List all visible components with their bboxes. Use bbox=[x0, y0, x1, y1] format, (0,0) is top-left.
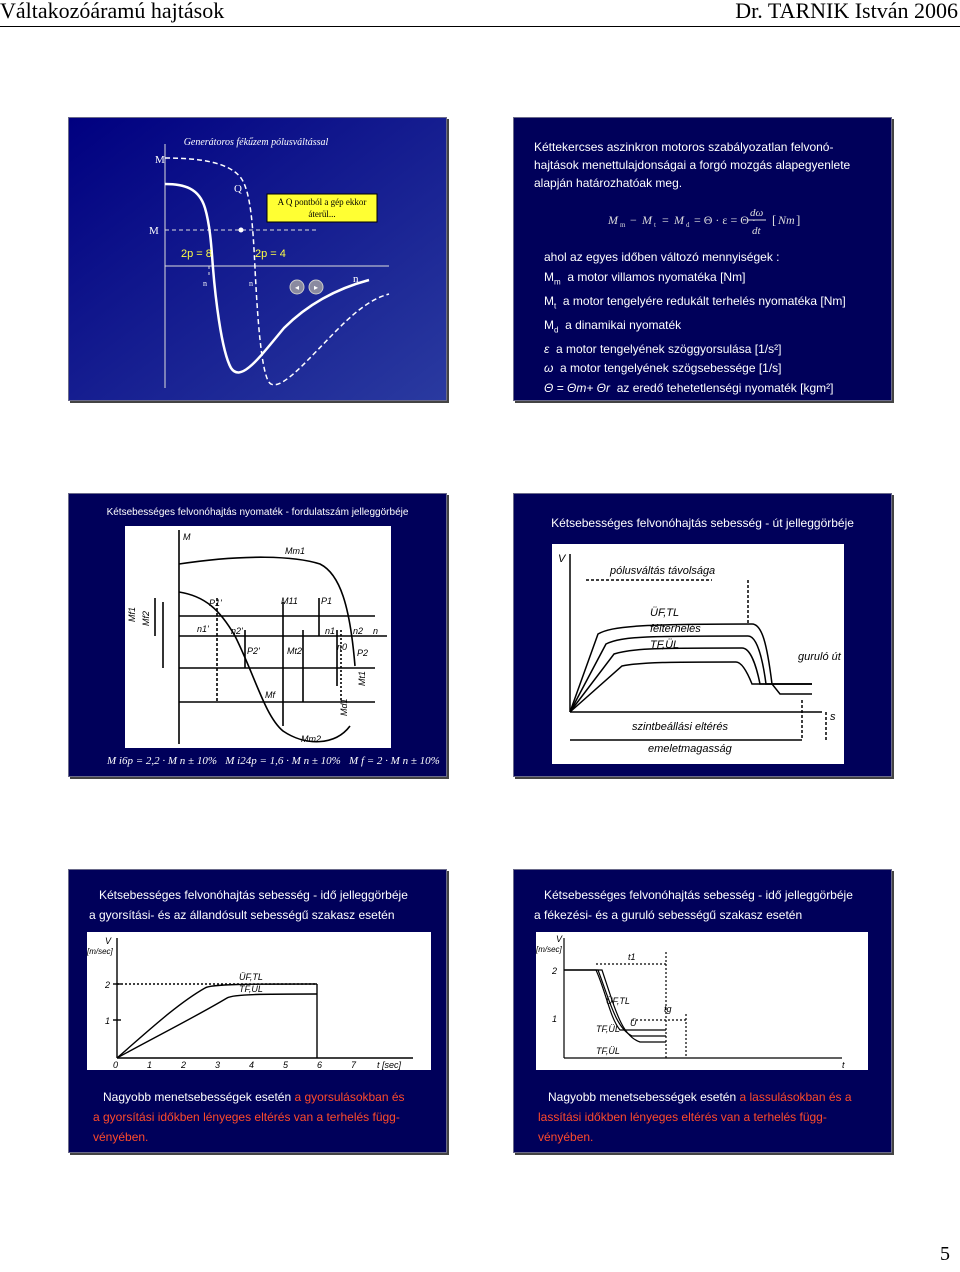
chart3-label-Mf2: Mf2 bbox=[141, 610, 151, 626]
chart6-axis-unit: [m/sec] bbox=[536, 945, 562, 954]
chart3-label-M: M bbox=[183, 532, 191, 542]
slide4-title: Kétsebességes felvonóhajtás sebesség - út jelleggörbéje bbox=[551, 516, 854, 530]
label-n02: n bbox=[203, 279, 207, 288]
chart3-label-n: n bbox=[373, 626, 379, 636]
formula-f: M f = 2 · M n ± 10% bbox=[349, 755, 440, 767]
header-title: Váltakozóáramú hajtások bbox=[0, 0, 225, 23]
slide-torque-speed bbox=[68, 493, 447, 777]
slide6-title-1: Kétsebességes felvonóhajtás sebesség - idő jelleggörbéje bbox=[544, 888, 853, 902]
chart5-ytick-1: 1 bbox=[105, 1016, 111, 1026]
page-header bbox=[0, 0, 960, 26]
page-number: 5 bbox=[940, 1243, 950, 1265]
slide3-formulas bbox=[107, 752, 440, 770]
chart3-label-n2: n2 bbox=[353, 626, 364, 636]
torque-speed-svg bbox=[125, 526, 391, 748]
slide6-footer-2: lassítási időkben lényeges eltérés van a terhelés függ- bbox=[538, 1110, 827, 1124]
speed-time-brake-chart bbox=[536, 932, 868, 1070]
formula-6p: M i6p = 2,2 · M n ± 10% bbox=[107, 755, 218, 767]
chart3-label-n1: n1 bbox=[325, 626, 336, 636]
chart6-x-label: t bbox=[842, 1060, 845, 1070]
where-text: ahol az egyes időben változó mennyiségek : bbox=[544, 250, 780, 264]
def-theta: Θ = Θm+ Θr az eredő tehetetlenségi nyomaték [kgm²] bbox=[544, 380, 834, 395]
chart5-axis-unit: [m/sec] bbox=[87, 947, 113, 956]
chart3-label-n0: n0 bbox=[337, 642, 348, 652]
intro-line-1: Kéttekercses aszinkron motoros szabályozatlan felvonó- bbox=[534, 140, 834, 154]
speed-time-accel-chart bbox=[87, 932, 431, 1070]
chart3-label-Mt2: Mt2 bbox=[287, 646, 303, 656]
formula-24p: M i24p = 1,6 · M n ± 10% bbox=[225, 755, 341, 767]
chart6-curve4-label: TF,ÜL bbox=[596, 1046, 620, 1056]
chart4-label-uf: ÜF,TL bbox=[650, 607, 680, 619]
slide6-footer-3: vényében. bbox=[538, 1130, 594, 1144]
chart4-label-gurulo: guruló út bbox=[798, 651, 841, 663]
svg-text:t: t bbox=[654, 221, 656, 229]
slide-speed-time-accel bbox=[68, 869, 447, 1153]
chart6-curve3-label: TF,ÜL bbox=[596, 1024, 620, 1034]
chart6-curve1-label: ÜF,TL bbox=[606, 996, 630, 1006]
svg-text:]: ] bbox=[796, 212, 801, 227]
label-2p4: 2p = 4 bbox=[255, 248, 286, 260]
callout-line-2: áterül... bbox=[308, 209, 336, 219]
svg-text:M: M bbox=[642, 213, 652, 227]
chart6-curve2-label: Ü bbox=[630, 1018, 637, 1028]
svg-text:M: M bbox=[674, 213, 684, 227]
svg-text:dt: dt bbox=[752, 225, 761, 237]
chart3-label-Mm2: Mm2 bbox=[301, 734, 321, 744]
slide3-title: Kétsebességes felvonóhajtás nyomaték - fordulatszám jelleggörbéje bbox=[106, 507, 409, 518]
chart4-label-szint: szintbeállási eltérés bbox=[632, 721, 728, 733]
slide1-title: Generátoros fékűzem pólusváltással bbox=[183, 137, 329, 148]
svg-text:d: d bbox=[686, 221, 690, 229]
chart5-ytick-2: 2 bbox=[105, 980, 111, 990]
chart5-xtick-7: 7 bbox=[351, 1060, 357, 1070]
chart3-label-P1p: P1' bbox=[209, 598, 222, 608]
chart6-axis-v: V bbox=[556, 934, 563, 944]
chart3-label-n2p: n2' bbox=[231, 626, 243, 636]
slide6-title-2: a fékezési- és a guruló sebességű szakasz esetén bbox=[534, 908, 803, 922]
callout-line-1: A Q pontból a gép ekkor bbox=[277, 197, 367, 207]
chart6-label-tg: tg bbox=[664, 1004, 672, 1014]
chart4-label-emelet: emeletmagasság bbox=[648, 743, 732, 755]
svg-text:−: − bbox=[630, 213, 637, 227]
chart5-curve2-label: TF,ÜL bbox=[239, 984, 263, 994]
definitions-list bbox=[544, 268, 846, 398]
next-arrow-icon: ▸ bbox=[313, 283, 319, 292]
slide5-footer-2: a gyorsítási időkben lényeges eltérés van a terhelés függ- bbox=[93, 1110, 400, 1124]
slide5-footer-3: vényében. bbox=[93, 1130, 149, 1144]
chart4-label-V: V bbox=[558, 553, 566, 565]
chart5-xtick-0: 0 bbox=[113, 1060, 119, 1070]
svg-text:=: = bbox=[662, 213, 669, 227]
chart4-label-felter: félterhelés bbox=[650, 623, 701, 635]
slide5-title-2: a gyorsítási- és az állandósult sebességű szakasz esetén bbox=[89, 908, 395, 922]
speed-time-accel-svg bbox=[87, 932, 431, 1070]
chart5-xtick-5: 5 bbox=[283, 1060, 289, 1070]
intro-line-2: hajtások menettulajdonságai a forgó mozgás alapegyenlete bbox=[534, 158, 851, 172]
def-epsilon: ε a motor tengelyének szöggyorsulása [1/s²] bbox=[544, 341, 782, 356]
chart3-label-Mf: Mf bbox=[265, 690, 275, 700]
slide-generator-braking bbox=[68, 117, 447, 401]
label-M: M bbox=[155, 154, 165, 166]
label-2p8: 2p = 8 bbox=[181, 248, 212, 260]
slide-speed-time-braking bbox=[513, 869, 892, 1153]
chart3-label-Mm1: Mm1 bbox=[285, 546, 305, 556]
svg-text:= Θ · ε = Θ ·: = Θ · ε = Θ · bbox=[694, 213, 756, 227]
chart5-xtick-6: 6 bbox=[317, 1060, 323, 1070]
slide-speed-path bbox=[513, 493, 892, 777]
chart5-axis-v: V bbox=[105, 936, 112, 946]
braking-diagram bbox=[69, 118, 446, 400]
def-mm: $M_m$ a motor villamos nyomatéka [Nm] bbox=[544, 270, 746, 287]
chart5-curve1-label: ÜF,TL bbox=[239, 972, 263, 982]
chart3-label-P2: P2 bbox=[357, 648, 369, 658]
equation-text: M_m − M_t = M_d = Θ · ε = Θ · dω/dt [Nm] bbox=[514, 202, 534, 203]
chart4-label-s: s bbox=[830, 711, 836, 723]
def-md: $M_d$ a dinamikai nyomaték bbox=[544, 317, 682, 335]
slide5-title-1: Kétsebességes felvonóhajtás sebesség - idő jelleggörbéje bbox=[99, 888, 408, 902]
header-rule bbox=[0, 26, 960, 27]
chart3-label-Mf1: Mf1 bbox=[127, 606, 137, 622]
label-n: n bbox=[353, 273, 359, 285]
def-omega: ω a motor tengelyének szögsebessége [1/s] bbox=[544, 361, 782, 376]
svg-text:m: m bbox=[620, 221, 626, 229]
svg-text:dω: dω bbox=[750, 207, 764, 219]
chart5-xtick-4: 4 bbox=[249, 1060, 255, 1070]
chart6-ytick-2: 2 bbox=[552, 966, 558, 976]
speed-path-svg bbox=[552, 544, 844, 764]
chart3-label-P1: P1 bbox=[321, 596, 333, 606]
chart5-xtick-1: 1 bbox=[147, 1060, 153, 1070]
chart6-ytick-1: 1 bbox=[552, 1014, 558, 1024]
label-Q: Q bbox=[234, 183, 242, 195]
chart5-xtick-3: 3 bbox=[215, 1060, 221, 1070]
slide6-footer-1: Nagyobb menetsebességek esetén a lassulásokban és a bbox=[548, 1090, 852, 1104]
chart3-label-Mt1: Mt1 bbox=[357, 670, 367, 686]
chart4-label-tf: TF,ÜL bbox=[650, 639, 680, 651]
label-Mt: M bbox=[149, 225, 159, 237]
intro-line-3: alapján határozhatóak meg. bbox=[534, 176, 683, 190]
svg-text:Nm: Nm bbox=[778, 213, 795, 227]
speed-path-chart bbox=[552, 544, 844, 764]
chart3-label-n1p: n1' bbox=[197, 624, 209, 634]
slide5-footer-1: Nagyobb menetsebességek esetén a gyorsulásokban és bbox=[103, 1090, 405, 1104]
prev-arrow-icon: ◂ bbox=[294, 283, 300, 292]
chart3-label-P2p: P2' bbox=[247, 646, 260, 656]
chart6-label-t1: t1 bbox=[628, 952, 636, 962]
chart3-label-Md1: Md1 bbox=[339, 698, 349, 716]
chart5-x-label: t [sec] bbox=[377, 1060, 402, 1070]
chart3-label-M11: M11 bbox=[281, 596, 298, 606]
torque-speed-chart bbox=[125, 526, 391, 748]
header-author: Dr. TARNIK István 2006 bbox=[735, 0, 958, 23]
slide-equation bbox=[513, 117, 892, 401]
def-mt: $M_t$ a motor tengelyére redukált terhelés nyomatéka [Nm] bbox=[544, 293, 846, 311]
svg-text:[: [ bbox=[772, 212, 777, 227]
intro-text bbox=[534, 138, 879, 192]
svg-text:M: M bbox=[608, 213, 618, 227]
chart5-xtick-2: 2 bbox=[181, 1060, 187, 1070]
speed-time-brake-svg bbox=[536, 932, 868, 1070]
chart4-label-polus: pólusváltás távolsága bbox=[610, 565, 716, 577]
label-n01: n bbox=[249, 279, 253, 288]
